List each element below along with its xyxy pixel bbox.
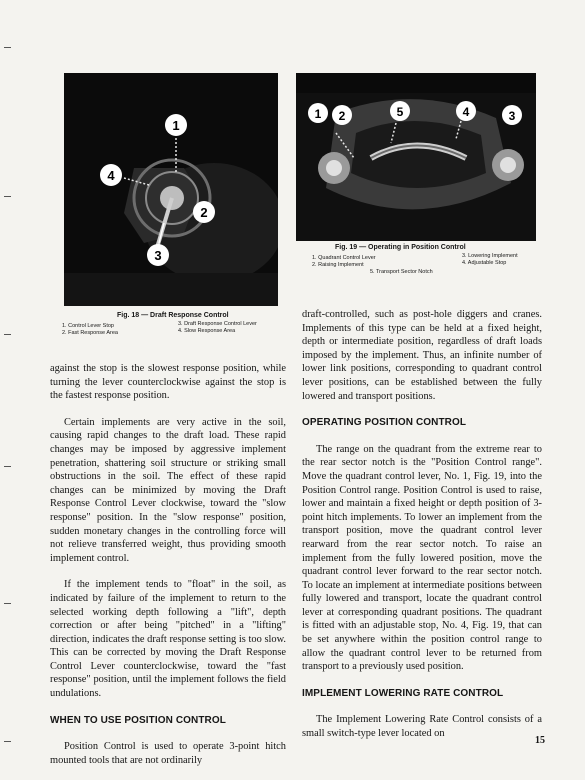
figure-18-caption-item: 4. Slow Response Area: [178, 328, 236, 334]
scan-edge-mark: [4, 741, 11, 742]
scan-edge-mark: [4, 334, 11, 335]
scan-edge-mark: [4, 603, 11, 604]
svg-text:2: 2: [338, 109, 346, 123]
fig18-callout-1: [165, 114, 187, 136]
svg-text:5: 5: [396, 105, 404, 119]
svg-text:1: 1: [314, 107, 322, 121]
figure-19-caption-item: 1. Quadrant Control Lever: [312, 255, 376, 261]
svg-text:4: 4: [107, 168, 115, 183]
svg-text:3: 3: [508, 109, 516, 123]
figure-18-caption-title: Fig. 18 — Draft Response Control: [117, 312, 229, 319]
figure-19-caption-item: 3. Lowering Implement: [462, 253, 518, 259]
section-heading: WHEN TO USE POSITION CONTROL: [50, 714, 226, 726]
body-paragraph: The Implement Lowering Rate Control consists of a small switch-type lever located on: [302, 714, 542, 740]
fig18-callout-3: [147, 244, 169, 266]
fig18-callout-2: [193, 201, 215, 223]
body-paragraph: Certain implements are very active in the soil, causing rapid changes to the draft load. These rapid changes may be imposed by aggressive implement penetration, shattering soil structure or striking small obstructions in the soil. The effect of these rapid changes can be minimized by moving the Draft Response Control Lever clockwise, toward the "slow response" position. In the "slow response" position, sudden monetary changes in the controlling force will not relieve transferred weight, thus providing smooth implement control.: [50, 416, 286, 564]
figure-19-photo: [296, 73, 536, 241]
left-text-column: [50, 362, 286, 780]
scan-edge-mark: [4, 47, 11, 48]
svg-text:2: 2: [200, 205, 208, 220]
fig18-callout-4: [100, 164, 122, 186]
fig19-callout-2: [332, 105, 352, 125]
section-heading: OPERATING POSITION CONTROL: [302, 417, 467, 429]
fig19-callout-1: [308, 103, 328, 123]
figure-18-photo: [64, 73, 278, 306]
body-paragraph: against the stop is the slowest response position, while turning the lever counterclockwise against the stop is the fastest response position.: [50, 363, 286, 402]
svg-text:3: 3: [154, 248, 162, 263]
scan-edge-mark: [4, 466, 11, 467]
fig19-callout-5: [390, 101, 410, 121]
page-number: 15: [535, 735, 545, 746]
figure-18-caption-item: 1. Control Lever Stop: [62, 323, 114, 329]
body-paragraph: draft-controlled, such as post-hole diggers and cranes. Implements of this type can be held at a fixed height, depth or intermediate position, regardless of draft loads imposed by the implement. Thus, an infinite number of lower link positions, corresponding to quadrant control lever positions, can be established between the fully lowered and transport positions.: [302, 309, 542, 402]
body-paragraph: Position Control is used to operate 3-point hitch mounted tools that are not ordinarily: [50, 741, 286, 766]
figure-19-caption-item: 4. Adjustable Stop: [462, 260, 507, 266]
figure-18-caption-item: 3. Draft Response Control Lever: [178, 321, 257, 327]
scan-edge-mark: [4, 196, 11, 197]
figure-19-caption-item: 5. Transport Sector Notch: [370, 269, 433, 275]
figure-19-caption-item: 2. Raising Implement: [312, 262, 364, 268]
figure-18-caption-item: 2. Fast Response Area: [62, 330, 118, 336]
svg-text:4: 4: [462, 105, 470, 119]
section-heading: IMPLEMENT LOWERING RATE CONTROL: [302, 687, 504, 699]
fig19-callout-4: [456, 101, 476, 121]
fig19-callout-3: [502, 105, 522, 125]
body-paragraph: If the implement tends to "float" in the soil, as indicated by failure of the implement to return to the selected working depth following a "lift", depth correction or after being "pitched" in a "lifting" direction, indicates the draft response setting is too slow. This can be corrected by moving the Draft Response Control Lever counterclockwise, toward the "fast response" position, until the implement follows the field undulations.: [50, 579, 286, 700]
right-text-column: [302, 308, 542, 754]
body-paragraph: The range on the quadrant from the extreme rear to the rear sector notch is the "Position Control range". Move the quadrant control lever, No. 1, Fig. 19, into the Position Control range. Position Control is used to raise, lower and maintain a fixed height or depth position of 3-point hitch implements. To lower an implement from the transport position, move the quadrant control lever rearward from the rear sector notch. To raise an implement from the fully lowered position, move the quadrant control lever forward to the rear sector notch. To locate an implement at intermediate positions between fully lowered and transport, locate the quadrant control lever at corresponding quadrant positions. The quadrant is fitted with an adjustable stop, No. 4, Fig. 19, that can be set anywhere within the position control range to allow the quadrant control lever to be returned from transport to a previously used position.: [302, 443, 542, 673]
figure-19-caption-title: Fig. 19 — Operating in Position Control: [335, 244, 466, 251]
svg-text:1: 1: [172, 118, 180, 133]
